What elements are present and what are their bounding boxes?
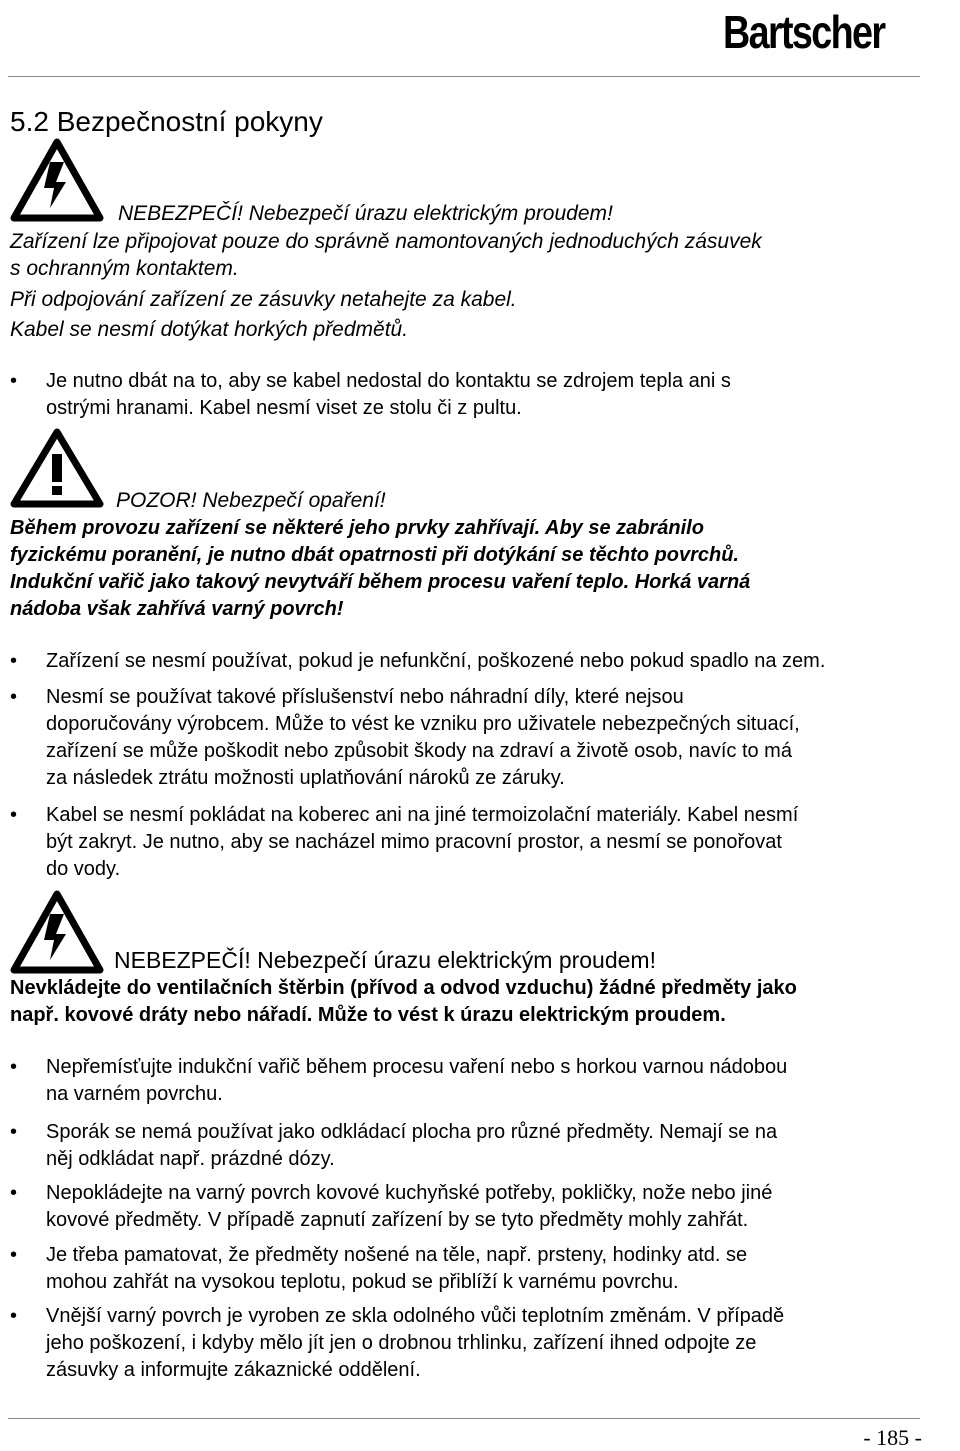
warning-electric-title: NEBEZPEČÍ! Nebezpečí úrazu elektrickým proudem! <box>118 202 613 225</box>
list-item-line: Nepokládejte na varný povrch kovové kuchyňské potřeby, pokličky, nože nebo jiné <box>46 1182 773 1204</box>
bullet-icon: • <box>10 1182 18 1204</box>
list-item <box>10 368 930 422</box>
list-item-line: do vody. <box>46 858 121 880</box>
bullet-icon: • <box>10 1056 18 1078</box>
warning-electric-2-title: NEBEZPEČÍ! Nebezpečí úrazu elektrickým proudem! <box>114 947 656 973</box>
list-item-line: ostrými hranami. Kabel nesmí viset ze stolu či z pultu. <box>46 397 522 419</box>
list-item-line: Je nutno dbát na to, aby se kabel nedostal do kontaktu se zdrojem tepla ani s <box>46 370 731 392</box>
warning-electric-line-2: s ochranným kontaktem. <box>10 257 239 280</box>
list-item-line: Kabel se nesmí pokládat na koberec ani na jiné termoizolační materiály. Kabel nesmí <box>46 804 799 826</box>
list-item-line: jeho poškození, i kdyby mělo jít jen o drobnou trhlinku, zařízení ihned odpojte ze <box>46 1332 757 1354</box>
lightning-warning-icon <box>10 890 104 974</box>
bullet-icon: • <box>10 370 18 392</box>
list-item-line: Nepřemísťujte indukční vařič během procesu vaření nebo s horkou varnou nádobou <box>46 1056 788 1078</box>
list-item <box>10 684 930 792</box>
warning-electric-line-1: Zařízení lze připojovat pouze do správně namontovaných jednoduchých zásuvek <box>10 230 762 253</box>
bullet-icon: • <box>10 650 18 672</box>
brand-logo <box>723 0 920 64</box>
list-item-line: Sporák se nemá používat jako odkládací plocha pro různé předměty. Nemají se na <box>46 1121 778 1143</box>
caution-line-1: Během provozu zařízení se některé jeho prvky zahřívají. Aby se zabránilo <box>10 517 704 539</box>
list-item-line: Vnější varný povrch je vyroben ze skla odolného vůči teplotním změnám. V případě <box>46 1305 785 1327</box>
caution-line-3: Indukční vařič jako takový nevytváří během procesu vaření teplo. Horká varná <box>10 571 751 593</box>
list-item <box>10 1119 930 1173</box>
footer-divider <box>8 1418 920 1419</box>
bullet-icon: • <box>10 1305 18 1327</box>
list-item <box>10 648 930 675</box>
list-item-line: Je třeba pamatovat, že předměty nošené na těle, např. prsteny, hodinky atd. se <box>46 1244 748 1266</box>
list-item-line: Nesmí se používat takové příslušenství nebo náhradní díly, které nejsou <box>46 686 684 708</box>
list-item <box>10 1180 930 1234</box>
bullet-icon: • <box>10 1121 18 1143</box>
warning-electric-2-line-1: Nevkládejte do ventilačních štěrbin (přívod a odvod vzduchu) žádné předměty jako <box>10 977 797 999</box>
list-item-line: za následek ztrátu možnosti uplatňování nároků ze záruky. <box>46 767 565 789</box>
header-divider <box>8 76 920 77</box>
list-item <box>10 802 930 883</box>
list-item <box>10 1054 930 1108</box>
warning-electric-line-4: Kabel se nesmí dotýkat horkých předmětů. <box>10 318 409 341</box>
brand-logo-text: Bartscher <box>723 6 885 58</box>
list-item <box>10 1242 930 1296</box>
list-item-line: na varném povrchu. <box>46 1083 223 1105</box>
caution-title: POZOR! Nebezpečí opaření! <box>116 489 386 512</box>
list-item-line: Zařízení se nesmí používat, pokud je nefunkční, poškozené nebo pokud spadlo na zem. <box>46 650 826 672</box>
warning-electric-line-3: Při odpojování zařízení ze zásuvky netahejte za kabel. <box>10 288 517 311</box>
exclamation-warning-icon <box>10 428 104 508</box>
page-number: - 185 - <box>863 1425 922 1450</box>
list-item-line: doporučovány výrobcem. Může to vést ke vzniku pro uživatele nebezpečných situací, <box>46 713 800 735</box>
bullet-icon: • <box>10 686 18 708</box>
list-item <box>10 1303 930 1384</box>
list-item-line: něj odkládat např. prázdné dózy. <box>46 1148 335 1170</box>
caution-line-2: fyzickému poranění, je nutno dbát opatrnosti při dotýkání se těchto povrchů. <box>10 544 739 566</box>
list-item-line: zásuvky a informujte zákaznické oddělení. <box>46 1359 421 1381</box>
caution-line-4: nádoba však zahřívá varný povrch! <box>10 598 344 620</box>
list-item-line: být zakryt. Je nutno, aby se nacházel mimo pracovní prostor, a nesmí se ponořovat <box>46 831 782 853</box>
lightning-warning-icon <box>10 138 104 222</box>
list-item-line: zařízení se může poškodit nebo způsobit škody na zdraví a životě osob, navíc to má <box>46 740 792 762</box>
list-item-line: mohou zahřát na vysokou teplotu, pokud se přiblíží k varnému povrchu. <box>46 1271 679 1293</box>
warning-electric-2-line-2: např. kovové dráty nebo nářadí. Může to vést k úrazu elektrickým proudem. <box>10 1004 726 1026</box>
bullet-icon: • <box>10 1244 18 1266</box>
list-item-line: kovové předměty. V případě zapnutí zařízení by se tyto předměty mohly zahřát. <box>46 1209 749 1231</box>
bullet-icon: • <box>10 804 18 826</box>
section-heading: 5.2 Bezpečnostní pokyny <box>10 106 323 137</box>
